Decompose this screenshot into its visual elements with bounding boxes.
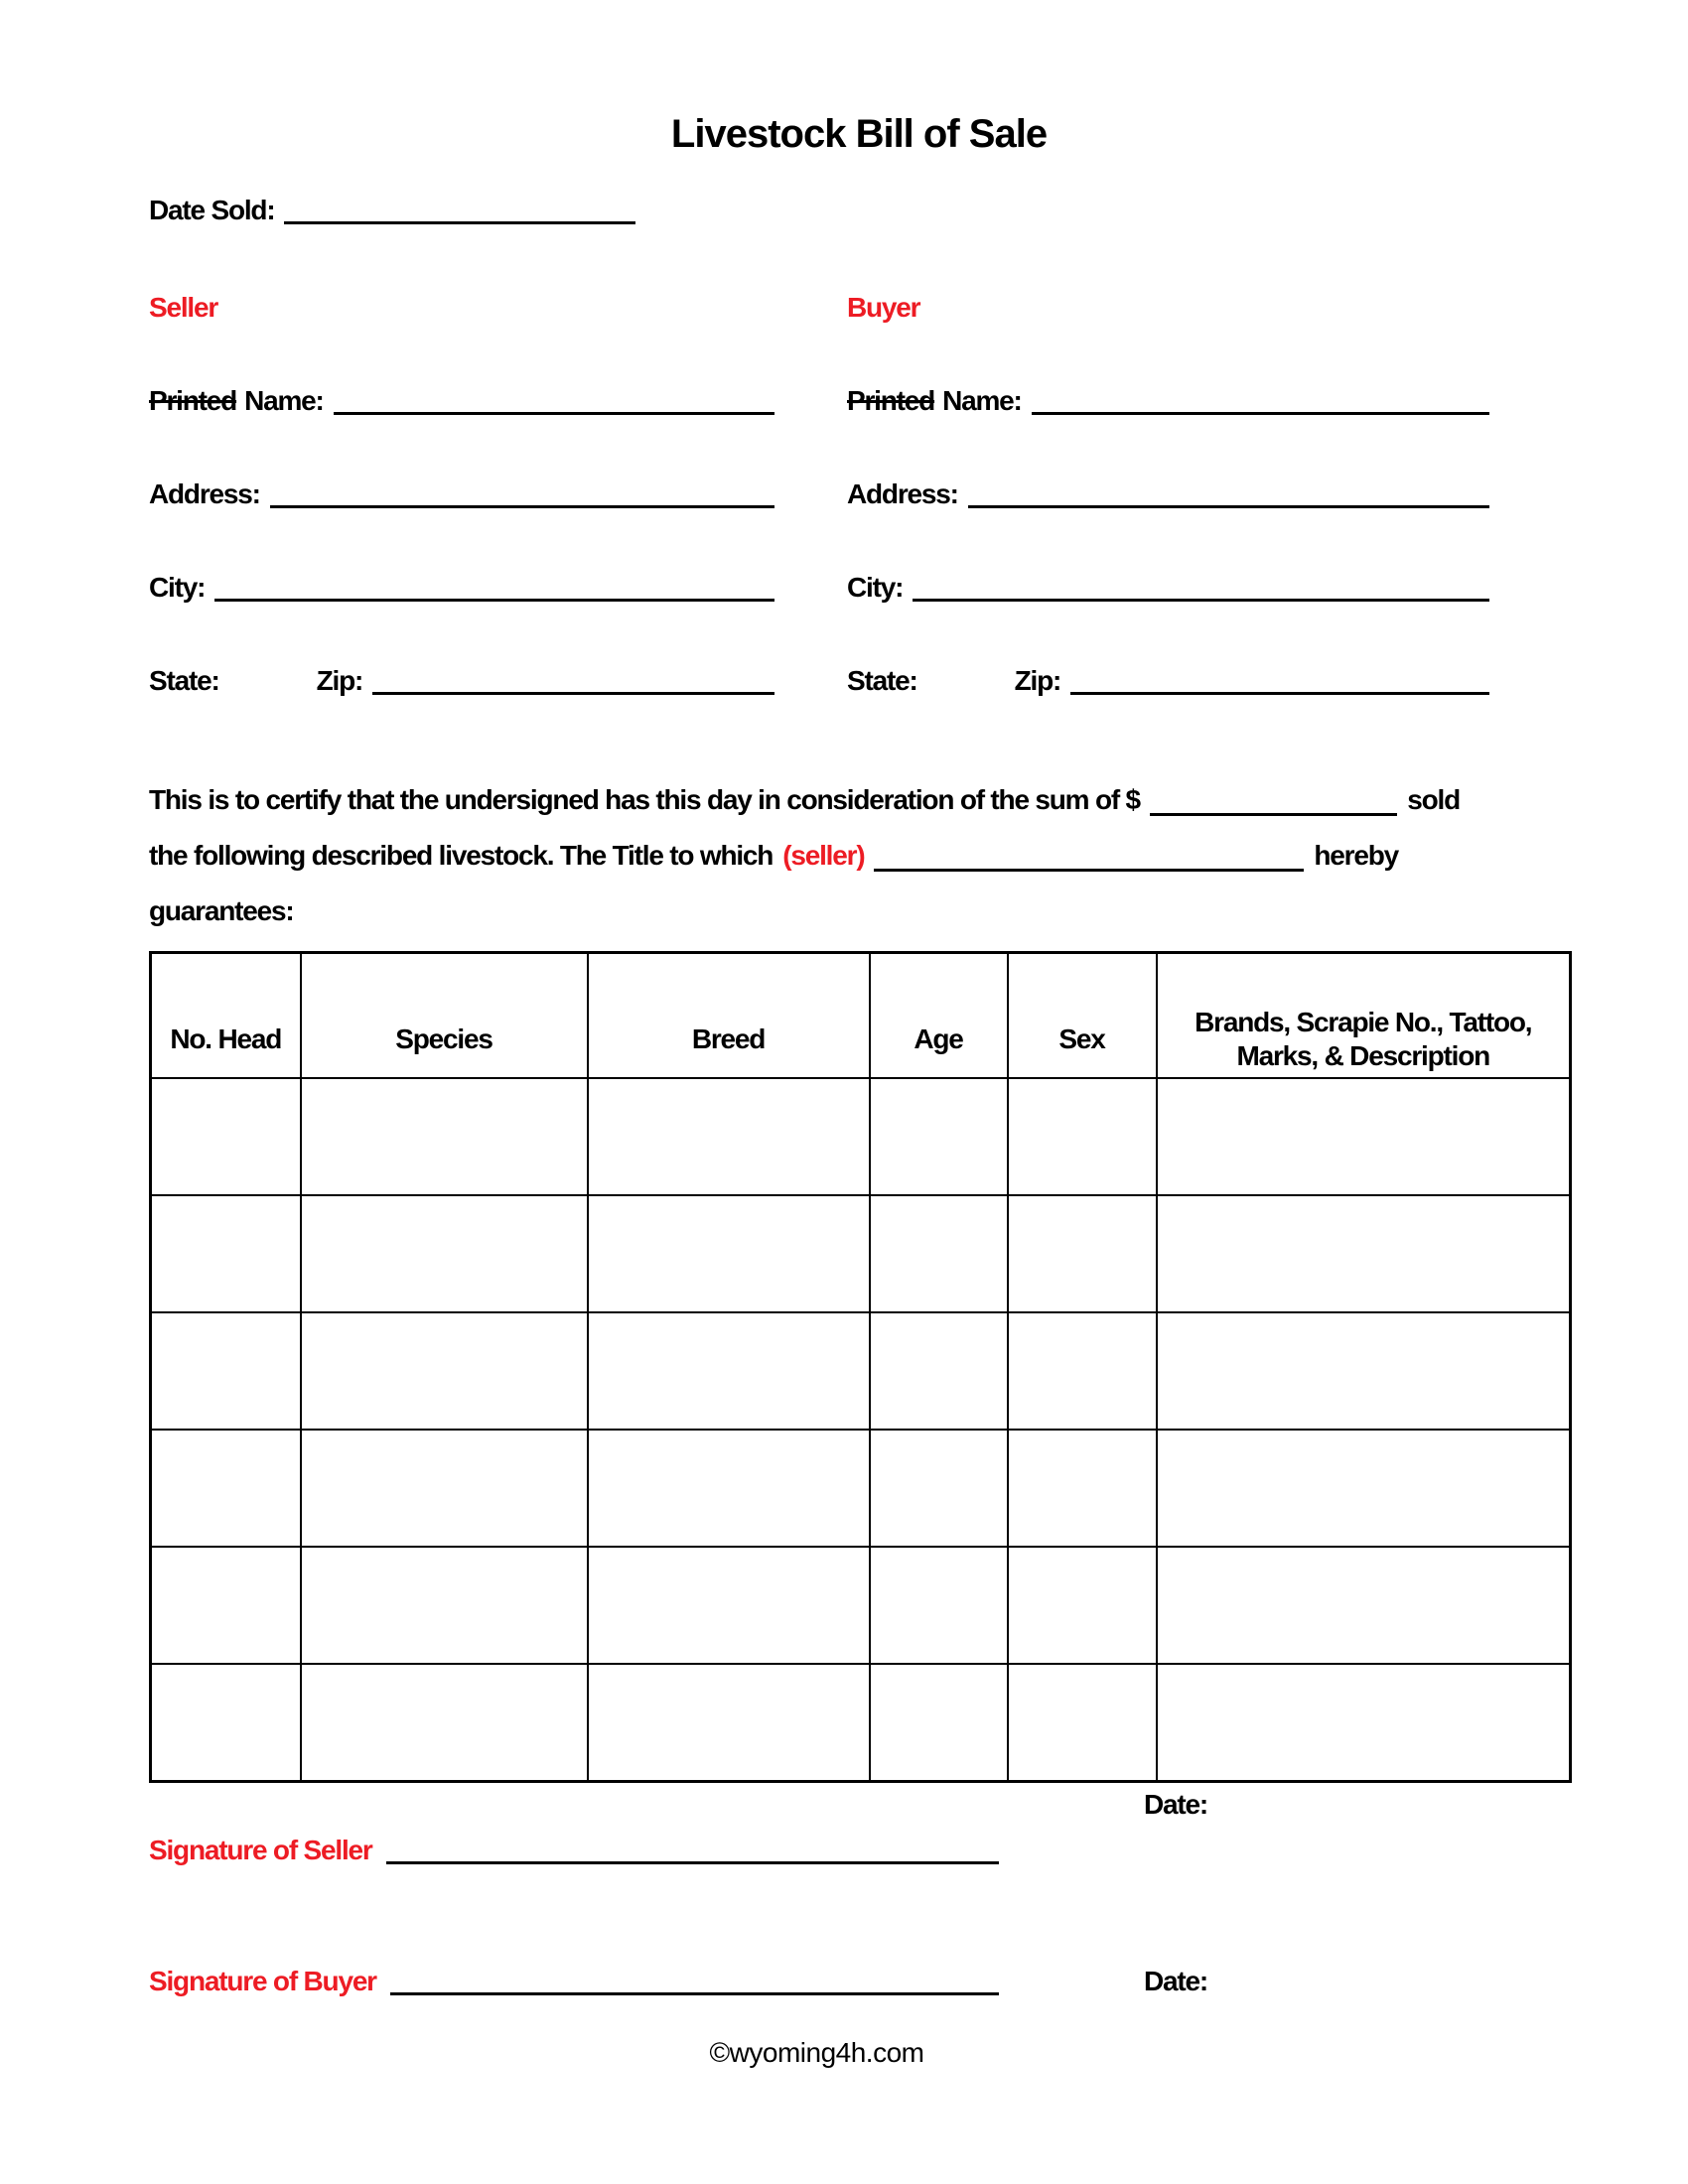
- date-sold-line: [284, 221, 635, 224]
- seller-heading: Seller: [149, 292, 218, 323]
- table-cell: [588, 1664, 870, 1781]
- seller-date-row: [1144, 1787, 1472, 1823]
- table-cell: [588, 1312, 870, 1430]
- buyer-city-row: [847, 570, 1489, 606]
- page-title: Livestock Bill of Sale: [670, 112, 1048, 156]
- sum-line: [1150, 813, 1397, 816]
- table-cell: [870, 1547, 1008, 1664]
- seller-signature-row: [149, 1833, 1569, 1868]
- table-cell: [151, 1078, 301, 1195]
- buyer-date-group: [1144, 1964, 1472, 1999]
- header-brands-description: Brands, Scrapie No., Tattoo, Marks, & Description: [1157, 953, 1571, 1079]
- seller-state-zip-row: [149, 663, 774, 699]
- table-cell: [1008, 1430, 1157, 1547]
- zip-label: Zip:: [316, 665, 363, 696]
- seller-signature-line: [386, 1861, 999, 1864]
- seller-address-row: [149, 477, 774, 512]
- table-cell: [1157, 1312, 1571, 1430]
- header-no-head: No. Head: [151, 953, 301, 1079]
- address-label: Address:: [149, 478, 260, 509]
- table-cell: [301, 1312, 588, 1430]
- seller-zip-line: [372, 692, 774, 695]
- buyer-signature-group: [149, 1964, 999, 1999]
- buyer-printed-name-line: [1032, 412, 1489, 415]
- state-label: State:: [847, 665, 917, 696]
- certify-line-2: the following described livestock. The Title to which (seller) hereby: [149, 828, 1398, 884]
- table-cell: [151, 1547, 301, 1664]
- buyer-zip-line: [1070, 692, 1489, 695]
- certify-line-1: This is to certify that the undersigned has this day in consideration of the sum of $ sold: [149, 784, 1460, 815]
- buyer-signature-row: [149, 1964, 1569, 1999]
- table-cell: [870, 1078, 1008, 1195]
- seller-printed-name-row: [149, 383, 774, 419]
- table-row: [151, 1312, 1571, 1430]
- seller-address-line: [270, 505, 774, 508]
- table-cell: [588, 1547, 870, 1664]
- table-cell: [870, 1664, 1008, 1781]
- seller-section: [149, 290, 774, 699]
- table-cell: [1008, 1547, 1157, 1664]
- printed-name-label: Printed Name:: [149, 385, 324, 416]
- table-cell: [1008, 1312, 1157, 1430]
- date-label: Date:: [1144, 1788, 1208, 1820]
- table-cell: [870, 1195, 1008, 1312]
- header-age: Age: [870, 953, 1008, 1079]
- seller-hint-label: (seller): [782, 840, 865, 871]
- header-sex: Sex: [1008, 953, 1157, 1079]
- certify-line-3: guarantees:: [149, 895, 294, 926]
- table-cell: [301, 1195, 588, 1312]
- seller-printed-name-line: [334, 412, 774, 415]
- table-header-row: [151, 953, 1571, 1079]
- signature-of-seller-label: Signature of Seller: [149, 1834, 372, 1865]
- table-cell: [870, 1312, 1008, 1430]
- printed-name-label: Printed Name:: [847, 385, 1022, 416]
- city-label: City:: [149, 572, 206, 603]
- state-label: State:: [149, 665, 219, 696]
- buyer-state-zip-row: [847, 663, 1489, 699]
- buyer-city-line: [913, 599, 1489, 602]
- footer-credit: ©wyoming4h.com: [709, 2036, 924, 2068]
- table-cell: [301, 1078, 588, 1195]
- table-cell: [151, 1664, 301, 1781]
- table-cell: [870, 1430, 1008, 1547]
- table-cell: [151, 1312, 301, 1430]
- signature-of-buyer-label: Signature of Buyer: [149, 1965, 376, 1996]
- seller-signature-group: [149, 1833, 999, 1868]
- buyer-address-line: [968, 505, 1489, 508]
- buyer-printed-name-row: [847, 383, 1489, 419]
- seller-title-line: [874, 869, 1304, 872]
- table-cell: [588, 1430, 870, 1547]
- seller-city-line: [214, 599, 774, 602]
- buyer-section: [847, 290, 1489, 699]
- table-header: [151, 953, 1571, 1079]
- buyer-address-row: [847, 477, 1489, 512]
- table-cell: [1157, 1430, 1571, 1547]
- table-cell: [1157, 1664, 1571, 1781]
- header-breed: Breed: [588, 953, 870, 1079]
- buyer-signature-line: [390, 1992, 999, 1995]
- table-cell: [151, 1430, 301, 1547]
- certify-paragraph: [149, 772, 1569, 939]
- table-cell: [301, 1430, 588, 1547]
- buyer-heading: Buyer: [847, 292, 920, 323]
- table-cell: [301, 1547, 588, 1664]
- seller-city-row: [149, 570, 774, 606]
- table-body: [151, 1078, 1571, 1781]
- table-cell: [1157, 1195, 1571, 1312]
- address-label: Address:: [847, 478, 958, 509]
- table-cell: [1157, 1078, 1571, 1195]
- header-species: Species: [301, 953, 588, 1079]
- table-cell: [1008, 1078, 1157, 1195]
- date-sold-label: Date Sold:: [149, 195, 275, 225]
- table-cell: [1008, 1664, 1157, 1781]
- table-cell: [301, 1664, 588, 1781]
- date-label: Date:: [1144, 1965, 1208, 1996]
- table-row: [151, 1664, 1571, 1781]
- table-cell: [588, 1195, 870, 1312]
- table-cell: [151, 1195, 301, 1312]
- table-row: [151, 1430, 1571, 1547]
- table-cell: [1008, 1195, 1157, 1312]
- date-sold-row: [149, 193, 635, 228]
- livestock-table: [149, 951, 1572, 1783]
- table-row: [151, 1195, 1571, 1312]
- zip-label: Zip:: [1014, 665, 1061, 696]
- table-row: [151, 1078, 1571, 1195]
- table-cell: [588, 1078, 870, 1195]
- table-row: [151, 1547, 1571, 1664]
- table-cell: [1157, 1547, 1571, 1664]
- parties-section: [149, 290, 1569, 699]
- city-label: City:: [847, 572, 904, 603]
